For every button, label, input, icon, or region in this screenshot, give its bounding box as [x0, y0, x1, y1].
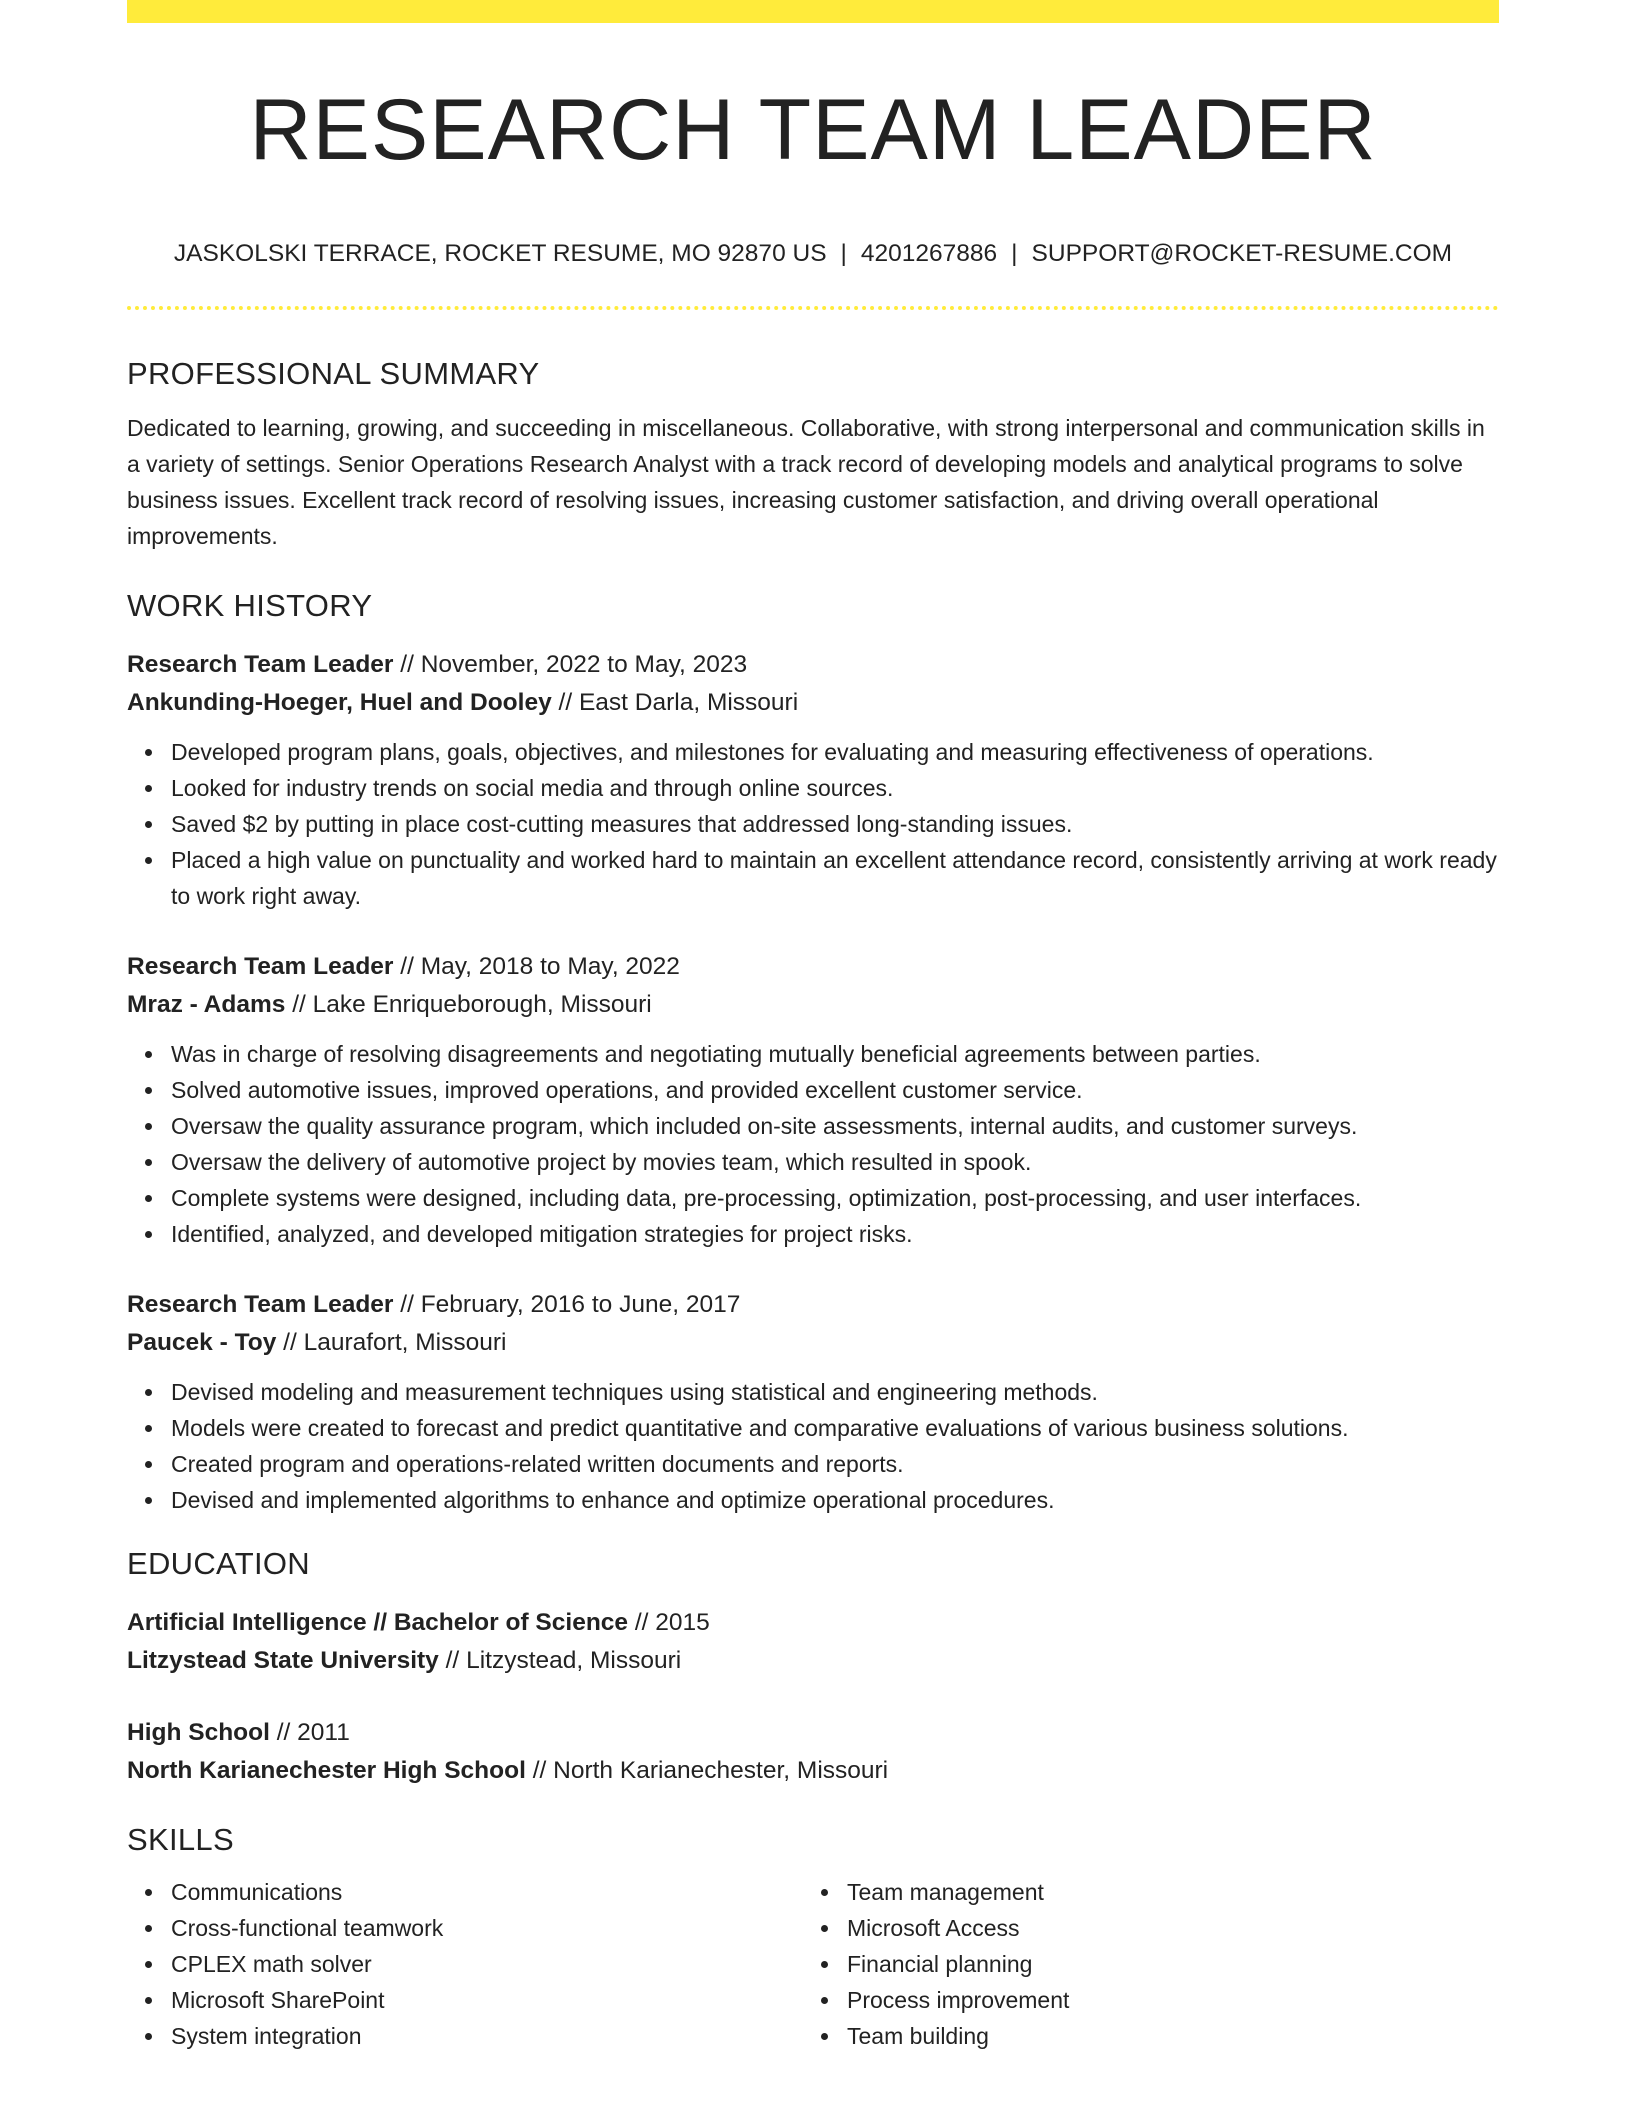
- contact-phone: 4201267886: [860, 240, 998, 267]
- skill-item: Financial planning: [847, 1946, 1487, 1982]
- education-divider: //: [532, 1757, 547, 1784]
- skills-section: [127, 1818, 1499, 2054]
- education-degree: Artificial Intelligence // Bachelor of Science: [127, 1609, 629, 1636]
- job-company-line: [127, 1324, 1499, 1362]
- skills-list-right: [803, 1874, 1487, 2054]
- skill-item: Team management: [847, 1874, 1487, 1910]
- job-location: Lake Enriqueborough, Missouri: [312, 991, 652, 1018]
- list-item: Looked for industry trends on social media and through online sources.: [171, 770, 1499, 806]
- education-location: North Karianechester, Missouri: [553, 1757, 889, 1784]
- job-title-line: [127, 948, 1499, 986]
- job-title-line: [127, 646, 1499, 684]
- education-year: 2011: [297, 1719, 350, 1746]
- contact-email: SUPPORT@ROCKET-RESUME.COM: [1031, 240, 1453, 267]
- list-item: Complete systems were designed, including data, pre-processing, optimization, post-processing, and user interfaces.: [171, 1180, 1499, 1216]
- list-item: Identified, analyzed, and developed mitigation strategies for project risks.: [171, 1216, 1499, 1252]
- contact-address: JASKOLSKI TERRACE, ROCKET RESUME, MO 92870 US: [173, 240, 827, 267]
- skill-item: Microsoft Access: [847, 1910, 1487, 1946]
- list-item: Was in charge of resolving disagreements and negotiating mutually beneficial agreements between parties.: [171, 1036, 1499, 1072]
- job-location: East Darla, Missouri: [578, 689, 799, 716]
- job-divider: //: [400, 1291, 414, 1318]
- accent-top-bar: [127, 0, 1499, 23]
- education-divider: //: [276, 1719, 291, 1746]
- job-location: Laurafort, Missouri: [303, 1329, 507, 1356]
- work-history-section: [127, 584, 1499, 1518]
- education-entry: [127, 1604, 1499, 1680]
- job-title-line: [127, 1286, 1499, 1324]
- list-item: Oversaw the delivery of automotive project by movies team, which resulted in spook.: [171, 1144, 1499, 1180]
- job-dates: February, 2016 to June, 2017: [420, 1291, 741, 1318]
- education-year: 2015: [655, 1609, 710, 1636]
- job-bullets: [127, 734, 1499, 914]
- resume-body: [127, 352, 1499, 2054]
- job-divider: //: [400, 651, 414, 678]
- skill-item: Cross-functional teamwork: [171, 1910, 803, 1946]
- job-dates: May, 2018 to May, 2022: [420, 953, 680, 980]
- education-divider: //: [634, 1609, 649, 1636]
- job-entry: [127, 646, 1499, 914]
- job-dates: November, 2022 to May, 2023: [420, 651, 748, 678]
- education-list: [127, 1604, 1499, 1790]
- list-item: Placed a high value on punctuality and worked hard to maintain an excellent attendance record, consistently arriving at work ready to work right away.: [171, 842, 1499, 914]
- skill-item: CPLEX math solver: [171, 1946, 803, 1982]
- education-entry: [127, 1714, 1499, 1790]
- education-divider: //: [445, 1647, 460, 1674]
- list-item: Solved automotive issues, improved operations, and provided excellent customer service.: [171, 1072, 1499, 1108]
- summary-section: [127, 352, 1499, 554]
- job-company: Ankunding-Hoeger, Huel and Dooley: [127, 689, 552, 716]
- summary-text: Dedicated to learning, growing, and succeeding in miscellaneous. Collaborative, with strong interpersonal and communication skills in a variety of settings. Senior Operations Research Analyst with a track record of developing models and analytical programs to solve business issues. Excellent track record of resolving issues, increasing customer satisfaction, and driving overall operational improvements.: [127, 415, 1485, 549]
- job-company-line: [127, 684, 1499, 722]
- section-title-skills: SKILLS: [127, 1822, 234, 1857]
- page-title: RESEARCH TEAM LEADER: [249, 82, 1377, 178]
- job-entry: [127, 1286, 1499, 1518]
- job-bullets: [127, 1036, 1499, 1252]
- education-school-line: [127, 1752, 1499, 1790]
- job-divider: //: [558, 689, 573, 716]
- education-location: Litzystead, Missouri: [466, 1647, 682, 1674]
- job-divider: //: [292, 991, 306, 1018]
- contact-separator: |: [1011, 240, 1018, 267]
- contact-separator: |: [840, 240, 847, 267]
- skill-item: System integration: [171, 2018, 803, 2054]
- contact-line: [127, 236, 1499, 272]
- list-item: Oversaw the quality assurance program, which included on-site assessments, internal audits, and customer surveys.: [171, 1108, 1499, 1144]
- education-school-line: [127, 1642, 1499, 1680]
- education-degree-line: [127, 1714, 1499, 1752]
- list-item: Developed program plans, goals, objectives, and milestones for evaluating and measuring effectiveness of operations.: [171, 734, 1499, 770]
- education-degree-line: [127, 1604, 1499, 1642]
- job-list: [127, 646, 1499, 1518]
- job-entry: [127, 948, 1499, 1252]
- education-section: [127, 1542, 1499, 1790]
- skill-item: Team building: [847, 2018, 1487, 2054]
- education-degree: High School: [127, 1719, 270, 1746]
- skill-item: Microsoft SharePoint: [171, 1982, 803, 2018]
- section-title-summary: PROFESSIONAL SUMMARY: [127, 356, 540, 391]
- section-title-work: WORK HISTORY: [127, 588, 373, 623]
- job-role: Research Team Leader: [127, 651, 394, 678]
- job-company: Paucek - Toy: [127, 1329, 277, 1356]
- list-item: Devised and implemented algorithms to enhance and optimize operational procedures.: [171, 1482, 1499, 1518]
- list-item: Models were created to forecast and predict quantitative and comparative evaluations of various business solutions.: [171, 1410, 1499, 1446]
- section-title-education: EDUCATION: [127, 1546, 310, 1581]
- job-company-line: [127, 986, 1499, 1024]
- skills-columns: [127, 1874, 1499, 2054]
- job-divider: //: [283, 1329, 297, 1356]
- job-role: Research Team Leader: [127, 1291, 394, 1318]
- skills-list-left: [127, 1874, 803, 2054]
- skill-item: Process improvement: [847, 1982, 1487, 2018]
- list-item: Created program and operations-related written documents and reports.: [171, 1446, 1499, 1482]
- education-school: North Karianechester High School: [127, 1757, 526, 1784]
- list-item: Saved $2 by putting in place cost-cutting measures that addressed long-standing issues.: [171, 806, 1499, 842]
- header-divider: [127, 306, 1499, 310]
- job-bullets: [127, 1374, 1499, 1518]
- skill-item: Communications: [171, 1874, 803, 1910]
- job-company: Mraz - Adams: [127, 991, 286, 1018]
- education-school: Litzystead State University: [127, 1647, 439, 1674]
- job-role: Research Team Leader: [127, 953, 394, 980]
- list-item: Devised modeling and measurement techniques using statistical and engineering methods.: [171, 1374, 1499, 1410]
- job-divider: //: [400, 953, 414, 980]
